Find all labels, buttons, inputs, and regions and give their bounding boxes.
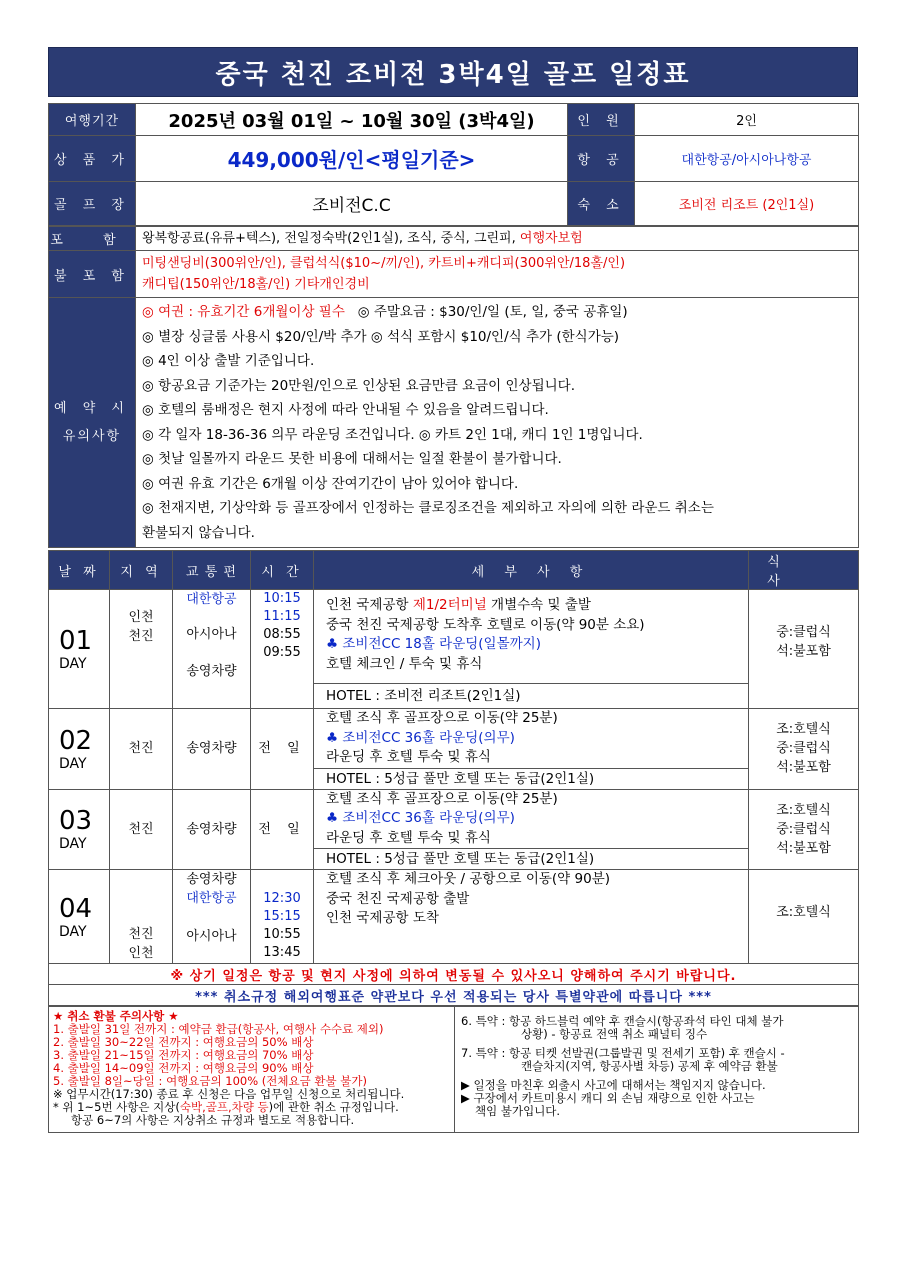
day-4-region-2: 인천 [128,946,154,961]
day-3-date [49,789,110,870]
note-5: ◎ 호텔의 룸배정은 현지 사정에 따라 안내될 수 있음을 알려드립니다. [142,402,549,418]
day-2-date [49,709,110,790]
price-label: 상 품 가 [49,136,136,182]
note-7: ◎ 첫날 일몰까지 라운드 못한 비용에 대해서는 일절 환불이 불가합니다. [142,451,562,467]
day-1-detail [314,590,749,709]
header-detail: 세 부 사 항 [314,551,749,590]
day-4-label: DAY [59,923,87,940]
special-terms-note: *** 취소규정 해외여행표준 약관보다 우선 적용되는 당사 특별약관에 따릅니다 *** [49,985,859,1006]
exclude-label: 불 포 함 [49,251,136,298]
people-value: 2인 [635,104,859,136]
cancel-scope-items: 숙박,골프,차량 등 [179,1100,269,1114]
day-1-transport-2: 아시아나 [186,627,237,642]
include-insurance: 여행자보험 [519,231,583,246]
day-3-meal-1: 조:호텔식 [776,802,831,818]
day-4-time-3: 10:55 [263,927,301,942]
day-4-time-2: 15:15 [263,909,301,924]
day-2-detail-3: 라운딩 후 호텔 투숙 및 휴식 [326,749,491,765]
airline-value: 대한항공/아시아나항공 [635,136,859,182]
schedule-header [49,551,859,590]
cart-accident-note: ▶ 구장에서 카트미용시 캐디 외 손님 재량으로 인한 사고는 [461,1091,755,1105]
day-3-detail-3: 라운딩 후 호텔 투숙 및 휴식 [326,829,491,846]
schedule-change-note: ※ 상기 일정은 항공 및 현지 사정에 의하여 변동될 수 있사오니 양해하여 주시기 바랍니다. [49,964,859,985]
notes-label [49,298,136,548]
day-1-transport-1: 대한항공 [186,592,237,607]
day-4-region-1: 천진 [128,927,154,942]
cancel-rule-1: 1. 출발일 31일 전까지 : 예약금 환급(항공사, 여행사 수수료 제외) [53,1022,384,1036]
day-1-detail-1-pre: 인천 국제공항 [326,597,413,613]
day-2-meal-3: 석:불포함 [776,760,831,776]
note-1-weekend: ◎ 주말요금 : $30/인/일 (토, 일, 중국 공휴일) [357,304,628,320]
cancel-rule-2: 2. 출발일 30~22일 전까지 : 여행요금의 50% 배상 [53,1035,314,1049]
people-label: 인 원 [568,104,635,136]
day-3-number: 03 [59,806,93,837]
day-2-label: DAY [59,755,87,772]
special-term-7-cont: 캔슬차지(지역, 항공사별 차등) 공제 후 예약금 환불 [521,1059,778,1073]
header-date: 날 짜 [49,551,110,590]
exclude-value [136,251,859,298]
day-3-time: 전 일 [251,789,314,870]
day-row-2 [49,709,859,790]
itinerary-document [48,47,858,1133]
day-1-transport [173,590,251,709]
day-3-meal [749,789,859,870]
special-term-6: 6. 특약 : 항공 하드블럭 예약 후 캔슬시(항공좌석 타인 대체 불가 [461,1014,784,1028]
day-2-region: 천진 [110,709,173,790]
cancel-business-hours: ※ 업무시간(17:30) 종료 후 신청은 다음 업무일 신청으로 처리됩니다. [53,1087,405,1101]
day-2-meal-1: 조:호텔식 [776,722,831,738]
note-2: ◎ 별장 싱글룸 사용시 $20/인/박 추가 ◎ 석식 포함시 $10/인/식 추가 (한식가능) [142,328,620,345]
period-value: 2025년 03월 01일 ~ 10월 30일 (3박4일) [136,104,568,136]
day-row-4 [49,870,859,964]
cart-accident-note-cont: 책임 불가입니다. [475,1104,561,1118]
include-value [136,227,859,251]
day-2-hotel: HOTEL : 5성급 풀만 호텔 또는 동급(2인1실) [314,768,748,789]
day-3-meal-3: 석:불포함 [776,840,831,856]
note-6: ◎ 각 일자 18-36-36 의무 라운딩 조건입니다. ◎ 카트 2인 1대, 캐디 1인 1명입니다. [142,426,643,443]
day-1-detail-4: 호텔 체크인 / 투숙 및 휴식 [326,655,483,672]
hotel-label: 숙 소 [568,182,635,226]
day-2-detail [314,709,749,790]
day-2-detail-2: ♣ 조비전CC 36홀 라운딩(의무) [326,729,515,746]
day-4-date [49,870,110,964]
day-1-detail-3: ♣ 조비전CC 18홀 라운딩(일몰까지) [326,636,541,652]
header-transport: 교 통 편 [173,551,251,590]
day-1-meal-2: 석:불포함 [776,644,831,659]
day-4-detail [314,870,749,964]
day-1-meal [749,590,859,709]
day-4-region [110,870,173,964]
day-1-region-1: 인천 [128,610,154,625]
note-4: ◎ 항공요금 기준가는 20만원/인으로 인상된 요금만큼 요금이 인상됩니다. [142,377,575,394]
day-row-1 [49,590,859,709]
special-terms [455,1007,859,1133]
page-title: 중국 천진 조비전 3박4일 골프 일정표 [48,47,858,97]
day-4-detail-3: 인천 국제공항 도착 [326,910,439,926]
header-meal: 식 사 [749,551,859,590]
airline-label: 항 공 [568,136,635,182]
day-3-detail-1: 호텔 조식 후 골프장으로 이동(약 25분) [326,790,558,807]
day-4-transport-3: 아시아나 [186,929,237,944]
day-1-label: DAY [59,656,87,672]
day-3-transport: 송영차량 [173,789,251,870]
day-1-time-2: 11:15 [263,609,301,624]
day-1-date [49,590,110,709]
day-4-time-1: 12:30 [263,891,301,906]
day-4-transport [173,870,251,964]
day-3-hotel: HOTEL : 5성급 풀만 호텔 또는 동급(2인1실) [314,848,748,869]
day-row-3 [49,789,859,870]
header-region: 지 역 [110,551,173,590]
day-4-detail-1: 호텔 조식 후 체크아웃 / 공항으로 이동(약 90분) [326,871,610,887]
day-1-region [110,590,173,709]
day-4-transport-1: 송영차량 [186,872,237,887]
golf-value: 조비전C.C [136,182,568,226]
exclude-line-1: 미팅샌딩비(300위안/인), 클럽석식($10~/끼/인), 카트비+캐디피(300위안/18홀/인) [142,256,626,271]
day-4-number: 04 [59,893,93,924]
info-table [48,103,859,226]
period-label: 여행기간 [49,104,136,136]
notes-label-line-1: 예 약 시 [54,400,130,416]
terms-table [48,226,859,548]
day-2-meal-2: 중:클럽식 [776,741,831,757]
day-4-detail-2: 중국 천진 국제공항 출발 [326,890,470,907]
exclude-line-2: 캐디팁(150위안/18홀/인) 기타개인경비 [142,277,370,292]
outing-accident-note: ▶ 일정을 마친후 외출시 사고에 대해서는 책임지지 않습니다. [461,1078,766,1092]
header-time: 시 간 [251,551,314,590]
note-1 [142,300,852,325]
day-1-meal-1: 중:클럽식 [776,625,831,640]
day-4-time-4: 13:45 [263,945,301,960]
day-1-terminal: 제1/2터미널 [412,597,487,613]
day-1-time-1: 10:15 [263,591,301,606]
include-label: 포 함 [49,227,136,251]
cancel-air-note: 항공 6~7의 사항은 지상취소 규정과 별도로 적용합니다. [71,1113,355,1127]
day-2-time: 전 일 [251,709,314,790]
day-2-meal [749,709,859,790]
day-3-label: DAY [59,836,87,853]
note-1-passport: ◎ 여권 : 유효기간 6개월이상 필수 [142,304,345,320]
day-1-hotel: HOTEL : 조비전 리조트(2인1실) [314,683,748,708]
day-2-number: 02 [59,725,93,756]
day-1-time [251,590,314,709]
day-2-transport: 송영차량 [173,709,251,790]
price-value: 449,000원/인<평일기준> [136,136,568,182]
day-1-number: 01 [59,626,93,656]
cancel-rule-3: 3. 출발일 21~15일 전까지 : 여행요금의 70% 배상 [53,1048,314,1062]
special-term-7: 7. 특약 : 항공 티켓 선발권(그룹발권 및 전세기 포함) 후 캔슬시 - [461,1046,785,1060]
day-1-time-3: 08:55 [263,627,301,642]
day-3-meal-2: 중:클럽식 [776,821,831,837]
notes-label-line-2: 유의사항 [62,428,122,444]
day-4-meal [749,870,859,964]
note-9: ◎ 천재지변, 기상악화 등 골프장에서 인정하는 클로징조건을 제외하고 자의에 의한 라운드 취소는 [142,500,714,516]
day-3-detail-2: ♣ 조비전CC 36홀 라운딩(의무) [326,810,515,826]
day-1-time-4: 09:55 [263,645,301,660]
booking-notes [136,298,859,548]
schedule-table [48,550,859,1006]
cancel-title: ★ 취소 환불 주의사항 ★ [53,1009,179,1023]
note-10: 환불되지 않습니다. [142,524,255,541]
day-4-time [251,870,314,964]
cancellation-table [48,1006,859,1133]
day-4-meal-1: 조:호텔식 [776,905,831,920]
cancel-scope-post: )에 관한 취소 규정입니다. [268,1100,399,1114]
day-3-detail [314,789,749,870]
day-2-detail-1: 호텔 조식 후 골프장으로 이동(약 25분) [326,710,558,726]
special-term-6-cont: 상황) - 항공료 전액 취소 패널티 징수 [521,1027,708,1041]
day-1-transport-3: 송영차량 [186,664,237,679]
note-3: ◎ 4인 이상 출발 기준입니다. [142,353,315,369]
note-8: ◎ 여권 유효 기간은 6개월 이상 잔여기간이 남아 있어야 합니다. [142,475,519,492]
day-1-detail-2: 중국 천진 국제공항 도착후 호텔로 이동(약 90분 소요) [326,616,645,633]
include-text: 왕복항공료(유류+텍스), 전일정숙박(2인1실), 조식, 중식, 그린피, [142,231,520,246]
cancel-scope-pre: * 위 1~5번 사항은 지상( [53,1100,180,1114]
golf-label: 골 프 장 [49,182,136,226]
cancellation-rules [49,1007,455,1133]
day-1-detail-1-post: 개별수속 및 출발 [486,597,591,613]
cancel-rule-5: 5. 출발일 8일~당일 : 여행요금의 100% (전체요금 환불 불가) [53,1074,367,1088]
hotel-value: 조비전 리조트 (2인1실) [635,182,859,226]
day-1-region-2: 천진 [128,629,154,644]
cancel-rule-4: 4. 출발일 14~09일 전까지 : 여행요금의 90% 배상 [53,1061,314,1075]
day-1-detail-1 [314,596,748,616]
day-3-region: 천진 [110,789,173,870]
day-4-transport-2: 대한항공 [186,891,237,906]
